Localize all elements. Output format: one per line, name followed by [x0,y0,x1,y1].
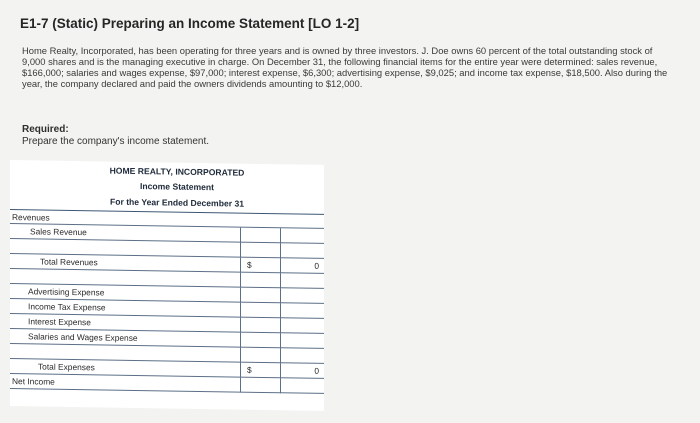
total-revenues-dollar-sign: $ [247,259,252,270]
expense-blank-1-amount-input[interactable] [240,348,281,364]
statement-name: Income Statement [139,181,215,193]
salaries-wages-expense-total [280,333,325,349]
sales-revenue-amount-input[interactable] [240,228,281,244]
revenue-blank-total-cell [280,243,325,259]
salaries-wages-expense-amount-input[interactable] [240,333,281,349]
income-tax-expense-label: Income Tax Expense [28,301,106,313]
expense-blank-1-total [280,348,325,364]
required-instruction: Prepare the company's income statement. [22,136,210,147]
advertising-expense-amount-input[interactable] [240,288,281,304]
total-revenues-value: 0 [314,260,319,271]
problem-description: Home Realty, Incorporated, has been operating for three years and is owned by three investors. J. Doe owns 60 percent of the total outstanding stock of 9,000 shares and is the managing executive in charge. On December 31, the following financial items for the entire year were determined: sales revenue, $166,000; salaries and wages expense, $97,000; interest expense, $6,300; advertising expense, $9,025; and income tax expense, $18,500. Also during the year, the company declared and paid the owners dividends amounting to $12,000. [22,45,668,89]
net-income-label: Net Income [12,376,55,387]
problem-title: E1-7 (Static) Preparing an Income Statement [LO 1-2] [20,16,360,31]
salaries-wages-expense-label: Salaries and Wages Expense [28,331,138,344]
gap-1-amount [240,273,281,289]
required-label: Required: [22,124,69,135]
total-revenues-amount [280,258,325,274]
total-revenues-label: Total Revenues [40,256,98,268]
company-name: HOME REALTY, INCORPORATED [109,165,245,178]
sales-revenue-label: Sales Revenue [30,226,87,238]
statement-period: For the Year Ended December 31 [109,196,245,209]
income-statement-worksheet [10,160,324,411]
total-expenses-dollar-sign: $ [247,364,252,375]
total-expenses-amount [280,363,325,379]
interest-expense-total [280,318,325,334]
interest-expense-label: Interest Expense [28,316,91,328]
gap-1-total [280,273,325,289]
total-expenses-value: 0 [314,365,319,376]
net-income-spacer [240,378,281,394]
advertising-expense-label: Advertising Expense [28,286,105,298]
sales-revenue-total-cell [280,228,325,244]
advertising-expense-total [280,288,325,304]
revenue-blank-amount-input[interactable] [240,243,281,259]
net-income-amount-input[interactable] [280,378,325,394]
interest-expense-amount-input[interactable] [240,318,281,334]
total-expenses-label: Total Expenses [38,361,95,373]
income-tax-expense-amount-input[interactable] [240,303,281,319]
revenues-label: Revenues [12,212,50,223]
income-tax-expense-total [280,303,325,319]
